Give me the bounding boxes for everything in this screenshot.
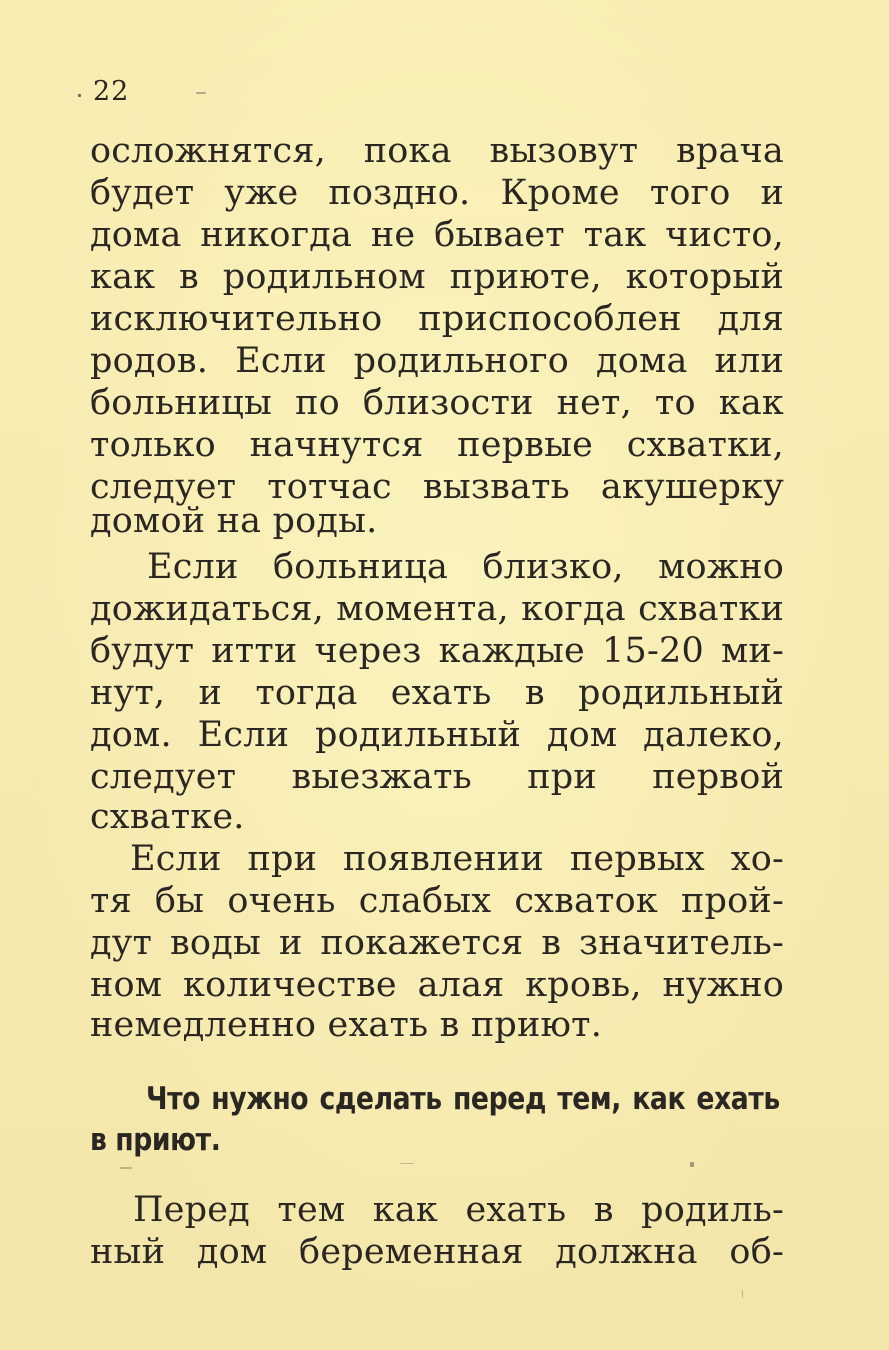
body-line: нут, и тогда ехать в родильный: [90, 673, 784, 713]
body-line: домой на роды.: [90, 501, 378, 541]
section-heading-line: в приют.: [90, 1122, 221, 1158]
body-line: дом. Если родильный дом далеко,: [90, 715, 784, 755]
body-line: будут итти через каждые 15-20 ми-: [90, 631, 784, 671]
scan-speck: [742, 1290, 743, 1298]
scan-speck: [690, 1162, 694, 1167]
body-line: следует тотчас вызвать акушерку: [90, 467, 784, 507]
body-line: исключительно приспособлен для: [90, 299, 784, 339]
body-line: ном количестве алая кровь, нужно: [90, 965, 784, 1005]
body-line: немедленно ехать в приют.: [90, 1005, 603, 1045]
body-line: больницы по близости нет, то как: [90, 383, 784, 423]
body-line: как в родильном приюте, который: [90, 257, 784, 297]
scan-speck: [400, 1163, 414, 1164]
page-number: 22: [93, 76, 130, 107]
body-line: Если больница близко, можно: [147, 547, 784, 587]
scan-speck: [120, 1167, 132, 1169]
section-heading-line: Что нужно сделать перед тем, как ехать: [146, 1081, 780, 1117]
body-line: дожидаться, момента, когда схватки: [90, 589, 784, 629]
scan-speck: [78, 94, 81, 97]
body-line: осложнятся, пока вызовут врача: [90, 131, 784, 171]
body-line: схватке.: [90, 797, 245, 837]
body-line: только начнутся первые схватки,: [90, 425, 784, 465]
body-line: Если при появлении первых хо-: [130, 839, 784, 879]
body-line: тя бы очень слабых схваток прой-: [90, 881, 784, 921]
body-line: дома никогда не бывает так чисто,: [90, 215, 784, 255]
body-line: следует выезжать при первой: [90, 757, 784, 797]
scan-speck: [196, 92, 206, 94]
body-line: Перед тем как ехать в родиль-: [133, 1190, 784, 1230]
body-line: будет уже поздно. Кроме того и: [90, 173, 784, 213]
body-line: родов. Если родильного дома или: [90, 341, 784, 381]
body-line: дут воды и покажется в значитель-: [90, 923, 784, 963]
body-line: ный дом беременная должна об-: [90, 1232, 784, 1272]
